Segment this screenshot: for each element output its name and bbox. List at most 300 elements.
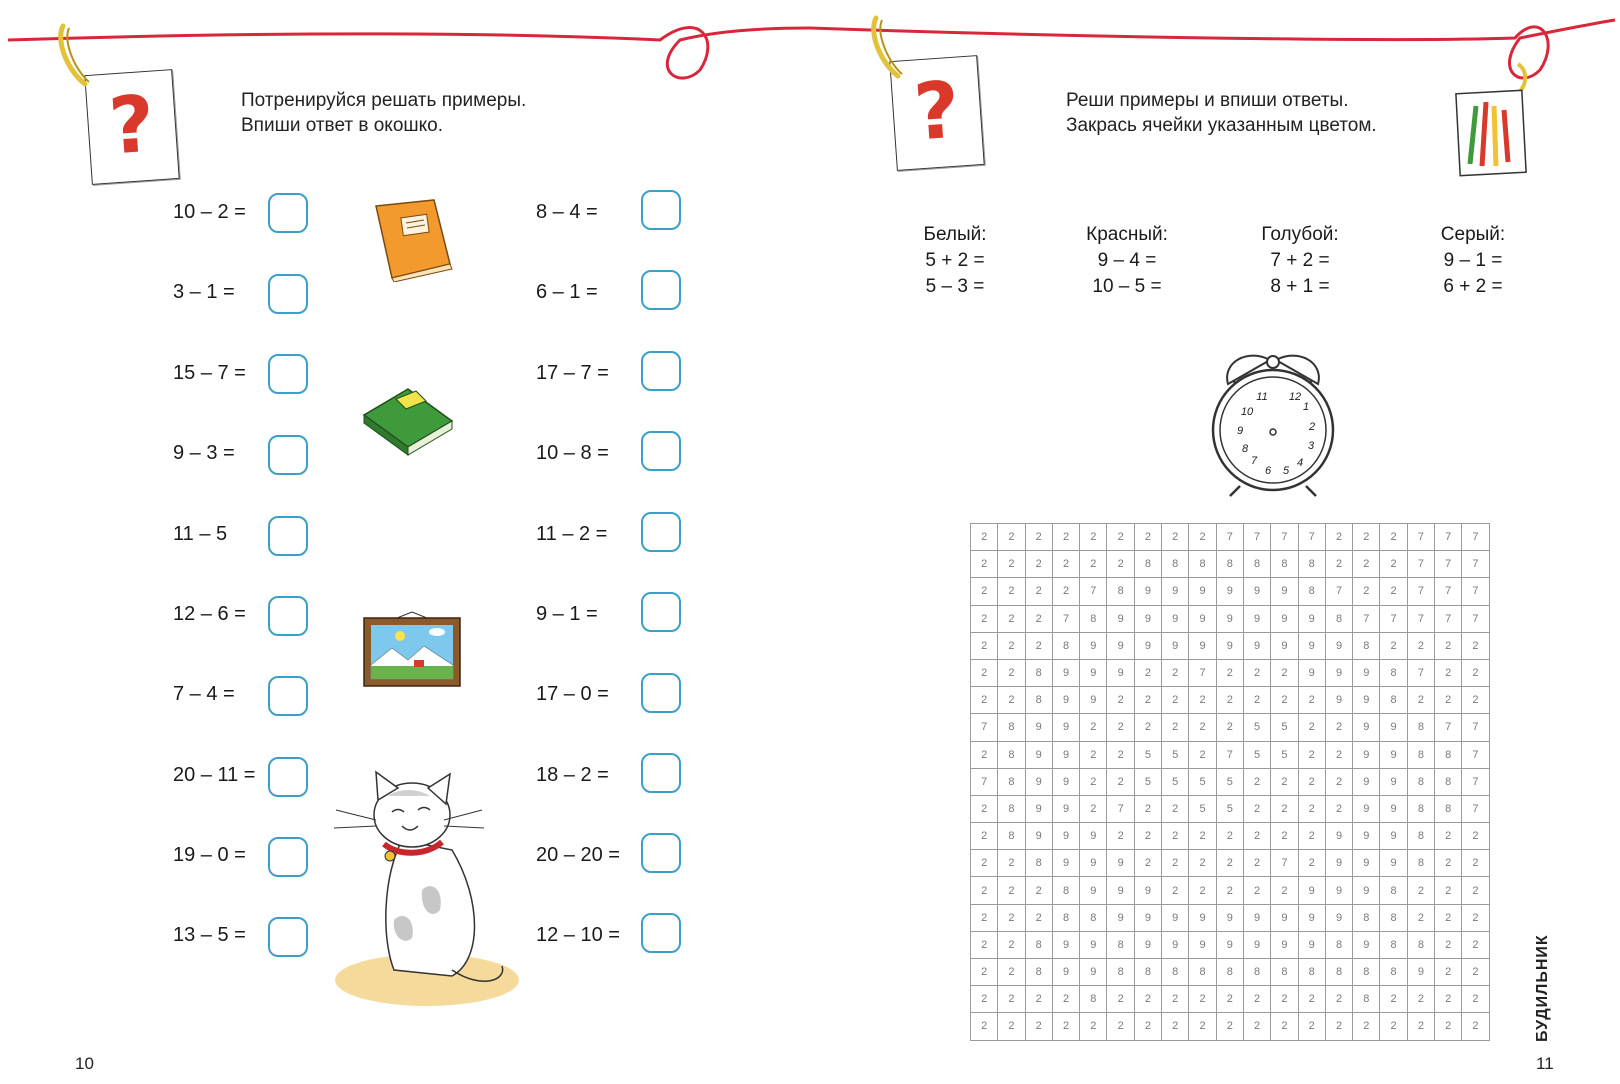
answer-box[interactable] [268, 757, 308, 797]
grid-cell[interactable]: 7 [971, 768, 998, 795]
grid-cell[interactable]: 2 [1435, 877, 1462, 904]
grid-cell[interactable]: 9 [1243, 931, 1270, 958]
answer-box[interactable] [641, 753, 681, 793]
grid-cell[interactable]: 8 [1407, 741, 1434, 768]
grid-cell[interactable]: 8 [1025, 659, 1052, 686]
grid-cell[interactable]: 2 [998, 605, 1025, 632]
grid-cell[interactable]: 9 [1325, 904, 1352, 931]
grid-cell[interactable]: 2 [998, 687, 1025, 714]
grid-cell[interactable]: 5 [1189, 795, 1216, 822]
grid-cell[interactable]: 2 [1325, 524, 1352, 551]
grid-cell[interactable]: 8 [1325, 931, 1352, 958]
grid-cell[interactable]: 2 [998, 986, 1025, 1013]
grid-cell[interactable]: 2 [1298, 850, 1325, 877]
grid-cell[interactable]: 8 [1243, 551, 1270, 578]
grid-cell[interactable]: 8 [1025, 850, 1052, 877]
grid-cell[interactable]: 8 [1407, 931, 1434, 958]
grid-cell[interactable]: 2 [971, 741, 998, 768]
grid-cell[interactable]: 9 [1025, 741, 1052, 768]
grid-cell[interactable]: 9 [1353, 795, 1380, 822]
grid-cell[interactable]: 7 [1435, 524, 1462, 551]
grid-cell[interactable]: 2 [1407, 687, 1434, 714]
grid-cell[interactable]: 2 [1407, 1013, 1434, 1040]
grid-cell[interactable]: 2 [1271, 795, 1298, 822]
grid-cell[interactable]: 8 [1216, 551, 1243, 578]
grid-cell[interactable]: 2 [1462, 959, 1489, 986]
grid-cell[interactable]: 9 [1134, 632, 1161, 659]
grid-cell[interactable]: 2 [971, 605, 998, 632]
answer-box[interactable] [268, 435, 308, 475]
grid-cell[interactable]: 9 [1107, 877, 1134, 904]
grid-cell[interactable]: 2 [1435, 632, 1462, 659]
grid-cell[interactable]: 9 [1353, 687, 1380, 714]
grid-cell[interactable]: 2 [1134, 687, 1161, 714]
grid-cell[interactable]: 5 [1189, 768, 1216, 795]
grid-cell[interactable]: 9 [1025, 768, 1052, 795]
grid-cell[interactable]: 2 [1052, 524, 1079, 551]
grid-cell[interactable]: 8 [1298, 551, 1325, 578]
grid-cell[interactable]: 2 [1216, 687, 1243, 714]
grid-cell[interactable]: 2 [1271, 659, 1298, 686]
grid-cell[interactable]: 9 [1134, 904, 1161, 931]
grid-cell[interactable]: 2 [1216, 986, 1243, 1013]
grid-cell[interactable]: 2 [1162, 524, 1189, 551]
grid-cell[interactable]: 2 [1380, 551, 1407, 578]
grid-cell[interactable]: 2 [1462, 823, 1489, 850]
grid-cell[interactable]: 9 [1025, 823, 1052, 850]
grid-cell[interactable]: 9 [1216, 578, 1243, 605]
grid-cell[interactable]: 2 [1080, 768, 1107, 795]
grid-cell[interactable]: 2 [1189, 687, 1216, 714]
grid-cell[interactable]: 2 [1435, 1013, 1462, 1040]
grid-cell[interactable]: 2 [1162, 795, 1189, 822]
grid-cell[interactable]: 2 [1134, 1013, 1161, 1040]
grid-cell[interactable]: 9 [1243, 605, 1270, 632]
answer-box[interactable] [268, 274, 308, 314]
grid-cell[interactable]: 2 [1325, 795, 1352, 822]
grid-cell[interactable]: 2 [1162, 714, 1189, 741]
grid-cell[interactable]: 9 [1189, 578, 1216, 605]
grid-cell[interactable]: 2 [1298, 741, 1325, 768]
grid-cell[interactable]: 2 [971, 959, 998, 986]
grid-cell[interactable]: 9 [1298, 877, 1325, 904]
grid-cell[interactable]: 2 [1162, 659, 1189, 686]
grid-cell[interactable]: 8 [1380, 877, 1407, 904]
grid-cell[interactable]: 9 [1052, 795, 1079, 822]
grid-cell[interactable]: 2 [1107, 1013, 1134, 1040]
grid-cell[interactable]: 9 [1134, 931, 1161, 958]
grid-cell[interactable]: 8 [1216, 959, 1243, 986]
grid-cell[interactable]: 2 [1407, 986, 1434, 1013]
grid-cell[interactable]: 9 [1052, 768, 1079, 795]
grid-cell[interactable]: 2 [1298, 687, 1325, 714]
grid-cell[interactable]: 2 [1189, 714, 1216, 741]
grid-cell[interactable]: 2 [1353, 1013, 1380, 1040]
grid-cell[interactable]: 7 [1052, 605, 1079, 632]
grid-cell[interactable]: 8 [1407, 850, 1434, 877]
grid-cell[interactable]: 2 [1080, 551, 1107, 578]
grid-cell[interactable]: 2 [971, 632, 998, 659]
grid-cell[interactable]: 9 [1243, 904, 1270, 931]
grid-cell[interactable]: 9 [1107, 904, 1134, 931]
grid-cell[interactable]: 2 [1407, 904, 1434, 931]
grid-cell[interactable]: 8 [1162, 959, 1189, 986]
grid-cell[interactable]: 5 [1162, 741, 1189, 768]
grid-cell[interactable]: 2 [1107, 551, 1134, 578]
grid-cell[interactable]: 7 [1298, 524, 1325, 551]
grid-cell[interactable]: 2 [1243, 1013, 1270, 1040]
grid-cell[interactable]: 2 [1107, 714, 1134, 741]
grid-cell[interactable]: 8 [1052, 632, 1079, 659]
grid-cell[interactable]: 2 [1216, 850, 1243, 877]
grid-cell[interactable]: 2 [1435, 931, 1462, 958]
grid-cell[interactable]: 2 [1462, 904, 1489, 931]
grid-cell[interactable]: 5 [1134, 741, 1161, 768]
grid-cell[interactable]: 9 [1353, 823, 1380, 850]
grid-cell[interactable]: 9 [1080, 659, 1107, 686]
grid-cell[interactable]: 2 [971, 524, 998, 551]
grid-cell[interactable]: 2 [1243, 986, 1270, 1013]
grid-cell[interactable]: 2 [1216, 714, 1243, 741]
grid-cell[interactable]: 9 [1080, 877, 1107, 904]
grid-cell[interactable]: 2 [1134, 986, 1161, 1013]
grid-cell[interactable]: 8 [1407, 823, 1434, 850]
grid-cell[interactable]: 2 [1216, 823, 1243, 850]
grid-cell[interactable]: 2 [1243, 659, 1270, 686]
grid-cell[interactable]: 9 [1380, 741, 1407, 768]
grid-cell[interactable]: 2 [1134, 659, 1161, 686]
grid-cell[interactable]: 8 [1025, 687, 1052, 714]
grid-cell[interactable]: 2 [1325, 741, 1352, 768]
grid-cell[interactable]: 7 [1462, 741, 1489, 768]
grid-cell[interactable]: 9 [1080, 959, 1107, 986]
grid-cell[interactable]: 2 [1353, 578, 1380, 605]
grid-cell[interactable]: 9 [1080, 632, 1107, 659]
grid-cell[interactable]: 2 [1325, 768, 1352, 795]
grid-cell[interactable]: 2 [1025, 877, 1052, 904]
grid-cell[interactable]: 2 [971, 659, 998, 686]
grid-cell[interactable]: 9 [1325, 877, 1352, 904]
grid-cell[interactable]: 9 [1162, 632, 1189, 659]
grid-cell[interactable]: 2 [1380, 986, 1407, 1013]
grid-cell[interactable]: 8 [1435, 795, 1462, 822]
grid-cell[interactable]: 8 [1380, 659, 1407, 686]
grid-cell[interactable]: 8 [998, 795, 1025, 822]
grid-cell[interactable]: 8 [1353, 632, 1380, 659]
answer-box[interactable] [268, 354, 308, 394]
grid-cell[interactable]: 9 [1216, 904, 1243, 931]
grid-cell[interactable]: 2 [1462, 850, 1489, 877]
grid-cell[interactable]: 2 [1298, 1013, 1325, 1040]
grid-cell[interactable]: 2 [998, 659, 1025, 686]
grid-cell[interactable]: 2 [971, 578, 998, 605]
grid-cell[interactable]: 2 [1107, 986, 1134, 1013]
answer-box[interactable] [268, 516, 308, 556]
grid-cell[interactable]: 8 [1435, 768, 1462, 795]
grid-cell[interactable]: 8 [1162, 551, 1189, 578]
grid-cell[interactable]: 8 [1080, 986, 1107, 1013]
grid-cell[interactable]: 2 [1080, 795, 1107, 822]
grid-cell[interactable]: 9 [1380, 768, 1407, 795]
grid-cell[interactable]: 2 [998, 904, 1025, 931]
grid-cell[interactable]: 9 [1107, 850, 1134, 877]
grid-cell[interactable]: 2 [1407, 877, 1434, 904]
answer-box[interactable] [641, 833, 681, 873]
grid-cell[interactable]: 2 [1107, 524, 1134, 551]
grid-cell[interactable]: 7 [1216, 524, 1243, 551]
grid-cell[interactable]: 8 [1353, 904, 1380, 931]
grid-cell[interactable]: 2 [998, 551, 1025, 578]
grid-cell[interactable]: 9 [1380, 850, 1407, 877]
grid-cell[interactable]: 2 [1435, 659, 1462, 686]
grid-cell[interactable]: 2 [1134, 524, 1161, 551]
grid-cell[interactable]: 7 [971, 714, 998, 741]
grid-cell[interactable]: 8 [1407, 714, 1434, 741]
grid-cell[interactable]: 8 [1052, 904, 1079, 931]
grid-cell[interactable]: 2 [1052, 1013, 1079, 1040]
grid-cell[interactable]: 2 [1325, 551, 1352, 578]
grid-cell[interactable]: 2 [1380, 1013, 1407, 1040]
grid-cell[interactable]: 2 [1243, 877, 1270, 904]
answer-box[interactable] [268, 596, 308, 636]
grid-cell[interactable]: 7 [1407, 659, 1434, 686]
answer-box[interactable] [268, 676, 308, 716]
grid-cell[interactable]: 7 [1462, 524, 1489, 551]
grid-cell[interactable]: 2 [1189, 823, 1216, 850]
grid-cell[interactable]: 2 [998, 1013, 1025, 1040]
grid-cell[interactable]: 9 [1052, 850, 1079, 877]
grid-cell[interactable]: 8 [1107, 931, 1134, 958]
grid-cell[interactable]: 8 [1189, 551, 1216, 578]
grid-cell[interactable]: 2 [1298, 768, 1325, 795]
grid-cell[interactable]: 8 [1134, 551, 1161, 578]
grid-cell[interactable]: 2 [971, 904, 998, 931]
answer-box[interactable] [641, 351, 681, 391]
grid-cell[interactable]: 9 [1052, 931, 1079, 958]
grid-cell[interactable]: 2 [1243, 850, 1270, 877]
grid-cell[interactable]: 2 [1462, 1013, 1489, 1040]
grid-cell[interactable]: 8 [998, 768, 1025, 795]
grid-cell[interactable]: 2 [998, 931, 1025, 958]
grid-cell[interactable]: 9 [1216, 632, 1243, 659]
grid-cell[interactable]: 8 [1380, 959, 1407, 986]
grid-cell[interactable]: 5 [1134, 768, 1161, 795]
grid-cell[interactable]: 2 [1025, 904, 1052, 931]
grid-cell[interactable]: 9 [1243, 632, 1270, 659]
grid-cell[interactable]: 8 [1380, 931, 1407, 958]
grid-cell[interactable]: 2 [1271, 986, 1298, 1013]
grid-cell[interactable]: 2 [1271, 1013, 1298, 1040]
grid-cell[interactable]: 2 [1189, 524, 1216, 551]
answer-box[interactable] [641, 190, 681, 230]
grid-cell[interactable]: 2 [1298, 795, 1325, 822]
grid-cell[interactable]: 2 [971, 931, 998, 958]
grid-cell[interactable]: 7 [1462, 578, 1489, 605]
grid-cell[interactable]: 2 [1162, 1013, 1189, 1040]
grid-cell[interactable]: 2 [998, 632, 1025, 659]
grid-cell[interactable]: 7 [1462, 605, 1489, 632]
grid-cell[interactable]: 7 [1462, 795, 1489, 822]
grid-cell[interactable]: 8 [998, 741, 1025, 768]
grid-cell[interactable]: 7 [1243, 524, 1270, 551]
grid-cell[interactable]: 9 [1271, 931, 1298, 958]
grid-cell[interactable]: 9 [1407, 959, 1434, 986]
grid-cell[interactable]: 8 [1134, 959, 1161, 986]
grid-cell[interactable]: 9 [1189, 931, 1216, 958]
grid-cell[interactable]: 2 [1162, 823, 1189, 850]
grid-cell[interactable]: 8 [1107, 578, 1134, 605]
grid-cell[interactable]: 9 [1052, 823, 1079, 850]
grid-cell[interactable]: 7 [1462, 714, 1489, 741]
grid-cell[interactable]: 5 [1271, 741, 1298, 768]
grid-cell[interactable]: 2 [1134, 850, 1161, 877]
grid-cell[interactable]: 8 [1271, 551, 1298, 578]
grid-cell[interactable]: 9 [1325, 659, 1352, 686]
grid-cell[interactable]: 7 [1189, 659, 1216, 686]
grid-cell[interactable]: 2 [1107, 687, 1134, 714]
grid-cell[interactable]: 2 [1107, 741, 1134, 768]
grid-cell[interactable]: 2 [998, 850, 1025, 877]
grid-cell[interactable]: 8 [1353, 986, 1380, 1013]
grid-cell[interactable]: 9 [1353, 714, 1380, 741]
grid-cell[interactable]: 9 [1298, 904, 1325, 931]
grid-cell[interactable]: 2 [1298, 714, 1325, 741]
grid-cell[interactable]: 2 [1162, 986, 1189, 1013]
grid-cell[interactable]: 7 [1080, 578, 1107, 605]
grid-cell[interactable]: 9 [1052, 687, 1079, 714]
grid-cell[interactable]: 9 [1052, 659, 1079, 686]
grid-cell[interactable]: 2 [1107, 823, 1134, 850]
grid-cell[interactable]: 9 [1134, 578, 1161, 605]
grid-cell[interactable]: 9 [1162, 578, 1189, 605]
grid-cell[interactable]: 2 [1462, 877, 1489, 904]
grid-cell[interactable]: 9 [1080, 687, 1107, 714]
grid-cell[interactable]: 2 [1134, 823, 1161, 850]
grid-cell[interactable]: 2 [971, 850, 998, 877]
grid-cell[interactable]: 9 [1298, 931, 1325, 958]
grid-cell[interactable]: 9 [1107, 659, 1134, 686]
grid-cell[interactable]: 2 [1435, 823, 1462, 850]
grid-cell[interactable]: 2 [1189, 1013, 1216, 1040]
grid-cell[interactable]: 9 [1052, 959, 1079, 986]
answer-box[interactable] [641, 512, 681, 552]
grid-cell[interactable]: 2 [1462, 659, 1489, 686]
answer-box[interactable] [268, 837, 308, 877]
grid-cell[interactable]: 7 [1107, 795, 1134, 822]
grid-cell[interactable]: 2 [1025, 551, 1052, 578]
grid-cell[interactable]: 8 [1107, 959, 1134, 986]
grid-cell[interactable]: 5 [1271, 714, 1298, 741]
grid-cell[interactable]: 2 [1298, 823, 1325, 850]
grid-cell[interactable]: 9 [1107, 605, 1134, 632]
grid-cell[interactable]: 9 [1189, 605, 1216, 632]
grid-cell[interactable]: 7 [1435, 605, 1462, 632]
grid-cell[interactable]: 2 [1435, 687, 1462, 714]
grid-cell[interactable]: 8 [1052, 877, 1079, 904]
grid-cell[interactable]: 7 [1407, 605, 1434, 632]
grid-cell[interactable]: 9 [1162, 931, 1189, 958]
grid-cell[interactable]: 2 [1325, 714, 1352, 741]
grid-cell[interactable]: 9 [1271, 578, 1298, 605]
grid-cell[interactable]: 5 [1243, 714, 1270, 741]
grid-cell[interactable]: 8 [1435, 741, 1462, 768]
grid-cell[interactable]: 8 [1080, 605, 1107, 632]
grid-cell[interactable]: 2 [1462, 986, 1489, 1013]
grid-cell[interactable]: 7 [1216, 741, 1243, 768]
grid-cell[interactable]: 9 [1271, 904, 1298, 931]
grid-cell[interactable]: 2 [1462, 632, 1489, 659]
answer-box[interactable] [641, 913, 681, 953]
grid-cell[interactable]: 9 [1243, 578, 1270, 605]
grid-cell[interactable]: 9 [1325, 632, 1352, 659]
grid-cell[interactable]: 8 [1407, 768, 1434, 795]
grid-cell[interactable]: 2 [1435, 959, 1462, 986]
grid-cell[interactable]: 2 [1216, 1013, 1243, 1040]
answer-box[interactable] [268, 917, 308, 957]
grid-cell[interactable]: 2 [1189, 877, 1216, 904]
grid-cell[interactable]: 2 [1025, 986, 1052, 1013]
grid-cell[interactable]: 2 [1134, 795, 1161, 822]
grid-cell[interactable]: 2 [1189, 986, 1216, 1013]
grid-cell[interactable]: 9 [1353, 768, 1380, 795]
grid-cell[interactable]: 2 [1052, 551, 1079, 578]
grid-cell[interactable]: 2 [1462, 687, 1489, 714]
grid-cell[interactable]: 2 [1271, 823, 1298, 850]
grid-cell[interactable]: 2 [971, 986, 998, 1013]
grid-cell[interactable]: 9 [1025, 714, 1052, 741]
grid-cell[interactable]: 9 [1162, 605, 1189, 632]
grid-cell[interactable]: 2 [1052, 578, 1079, 605]
grid-cell[interactable]: 2 [1407, 632, 1434, 659]
grid-cell[interactable]: 2 [1271, 877, 1298, 904]
grid-cell[interactable]: 8 [1189, 959, 1216, 986]
grid-cell[interactable]: 9 [1298, 659, 1325, 686]
grid-cell[interactable]: 8 [998, 714, 1025, 741]
grid-cell[interactable]: 7 [1462, 551, 1489, 578]
grid-cell[interactable]: 2 [1025, 632, 1052, 659]
grid-cell[interactable]: 2 [1380, 578, 1407, 605]
grid-cell[interactable]: 9 [1080, 850, 1107, 877]
answer-box[interactable] [641, 270, 681, 310]
grid-cell[interactable]: 8 [1325, 959, 1352, 986]
grid-cell[interactable]: 5 [1162, 768, 1189, 795]
grid-cell[interactable]: 2 [998, 877, 1025, 904]
grid-cell[interactable]: 2 [1243, 687, 1270, 714]
answer-box[interactable] [641, 592, 681, 632]
grid-cell[interactable]: 2 [998, 524, 1025, 551]
grid-cell[interactable]: 2 [1025, 578, 1052, 605]
grid-cell[interactable]: 2 [1435, 850, 1462, 877]
grid-cell[interactable]: 2 [971, 795, 998, 822]
grid-cell[interactable]: 9 [1216, 605, 1243, 632]
grid-cell[interactable]: 9 [1271, 605, 1298, 632]
grid-cell[interactable]: 9 [1353, 877, 1380, 904]
grid-cell[interactable]: 9 [1162, 904, 1189, 931]
grid-cell[interactable]: 2 [1243, 768, 1270, 795]
grid-cell[interactable]: 8 [1353, 959, 1380, 986]
grid-cell[interactable]: 9 [1325, 850, 1352, 877]
grid-cell[interactable]: 7 [1407, 524, 1434, 551]
grid-cell[interactable]: 7 [1407, 551, 1434, 578]
answer-box[interactable] [641, 431, 681, 471]
grid-cell[interactable]: 9 [1298, 605, 1325, 632]
grid-cell[interactable]: 2 [1134, 714, 1161, 741]
grid-cell[interactable]: 2 [1162, 877, 1189, 904]
grid-cell[interactable]: 2 [1353, 551, 1380, 578]
grid-cell[interactable]: 2 [971, 823, 998, 850]
grid-cell[interactable]: 9 [1298, 632, 1325, 659]
grid-cell[interactable]: 2 [1243, 795, 1270, 822]
